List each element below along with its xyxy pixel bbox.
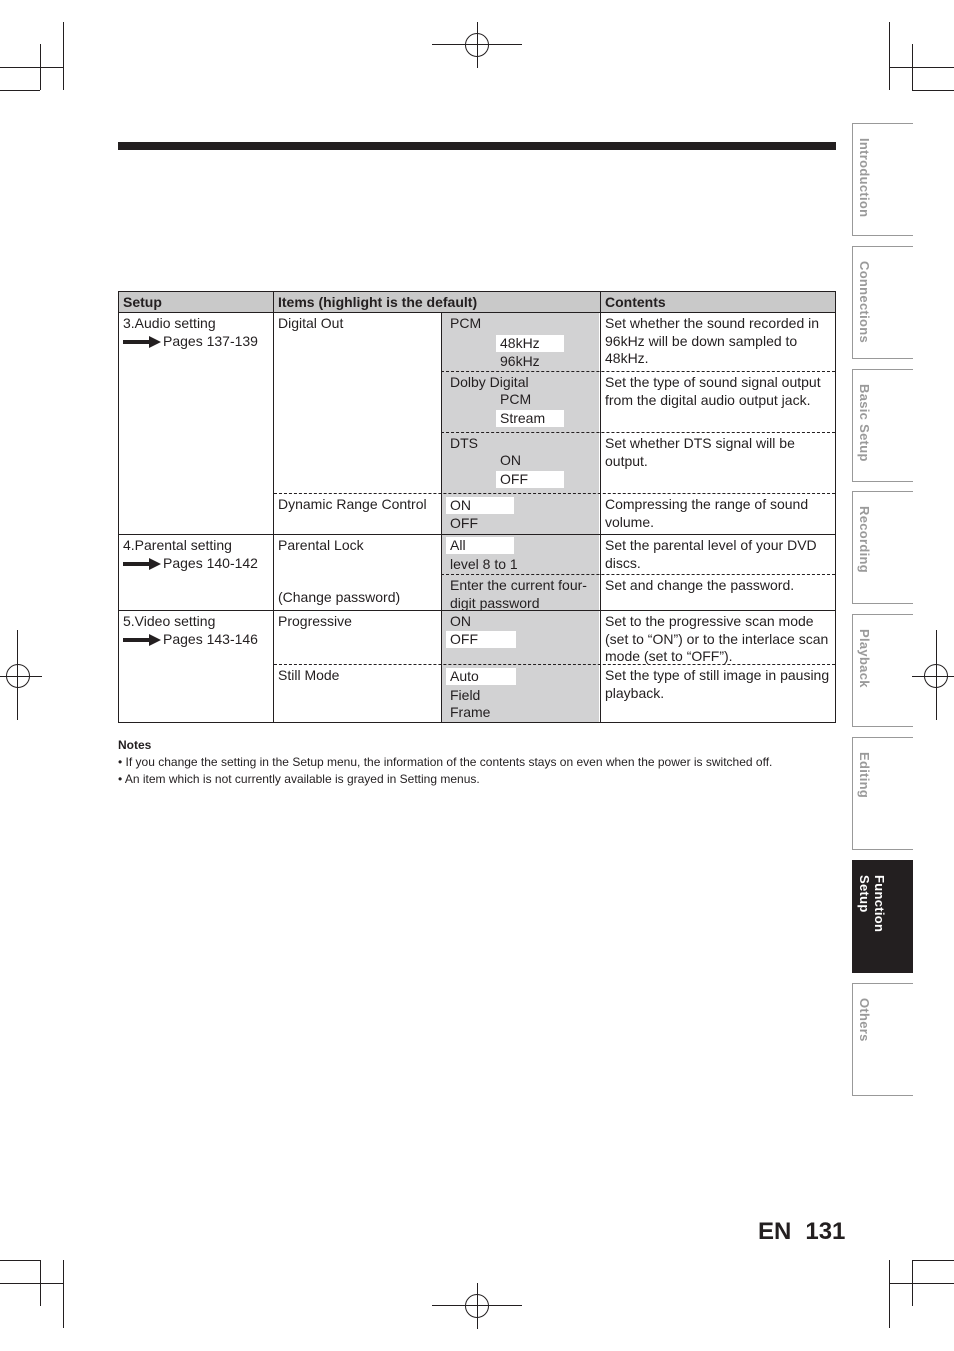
arrow-right-icon xyxy=(123,557,161,571)
setup-table xyxy=(118,291,836,723)
notes-section xyxy=(118,737,838,788)
page-num: 131 xyxy=(805,1218,846,1245)
dolby-label: Dolby Digital xyxy=(450,374,529,390)
drc-option-on: ON xyxy=(446,497,514,514)
arrow-right-icon xyxy=(123,335,161,349)
digital-out-label: Digital Out xyxy=(278,315,344,331)
tab-others[interactable]: Others xyxy=(852,983,913,1096)
dts-label: DTS xyxy=(450,435,478,451)
dolby-option-pcm: PCM xyxy=(500,391,532,407)
video-pages-ref xyxy=(123,631,269,649)
arrow-right-icon xyxy=(123,633,161,647)
progressive-option-off: OFF xyxy=(446,631,516,648)
progressive-label: Progressive xyxy=(278,613,352,629)
still-option-auto: Auto xyxy=(446,668,516,685)
tab-editing[interactable]: Editing xyxy=(852,737,913,850)
tab-basic-setup[interactable]: Basic Setup xyxy=(852,369,913,482)
dts-option-on: ON xyxy=(500,452,521,468)
drc-contents: Compressing the range of sound volume. xyxy=(605,496,809,530)
pcm-label: PCM xyxy=(450,315,482,331)
header-rule xyxy=(118,142,836,150)
audio-pages: Pages 137-139 xyxy=(163,332,258,349)
header-contents: Contents xyxy=(601,292,835,313)
dts-option-off: OFF xyxy=(496,471,564,488)
parental-setting-cell xyxy=(119,535,273,572)
tab-playback[interactable]: Playback xyxy=(852,614,913,727)
notes-title: Notes xyxy=(118,738,152,752)
still-mode-label: Still Mode xyxy=(278,667,340,683)
dolby-contents: Set the type of sound signal output from the digital audio output jack. xyxy=(605,374,821,408)
progressive-option-on: ON xyxy=(450,613,471,629)
still-option-field: Field xyxy=(450,687,481,703)
video-setting-cell xyxy=(119,611,273,648)
page-number xyxy=(758,1218,845,1246)
parental-lock-contents: Set the parental level of your DVD discs. xyxy=(605,537,817,571)
dolby-option-stream: Stream xyxy=(496,410,564,427)
parental-option-all: All xyxy=(446,537,514,554)
tab-connections[interactable]: Connections xyxy=(852,246,913,359)
pcm-option-48khz: 48kHz xyxy=(496,335,564,352)
video-pages: Pages 143-146 xyxy=(163,630,258,647)
note-item: • An item which is not currently available is grayed in Setting menus. xyxy=(118,772,480,786)
password-contents: Set and change the password. xyxy=(605,577,795,593)
tab-recording[interactable]: Recording xyxy=(852,491,913,604)
parental-lock-label: Parental Lock xyxy=(278,537,364,553)
video-setting-label: 5.Video setting xyxy=(123,613,216,629)
audio-setting-cell xyxy=(119,313,273,350)
header-setup: Setup xyxy=(119,292,274,313)
page-lang: EN xyxy=(758,1218,792,1245)
pcm-option-96khz: 96kHz xyxy=(500,353,540,369)
tab-function-setup[interactable]: Function Setup xyxy=(852,860,913,973)
parental-pages-ref xyxy=(123,555,269,573)
dts-contents: Set whether DTS signal will be output. xyxy=(605,435,795,469)
header-items: Items (highlight is the default) xyxy=(274,292,601,313)
drc-label: Dynamic Range Control xyxy=(278,496,427,512)
progressive-contents: Set to the progressive scan mode (set to “ON”) or to the interlace scan mode (set to “OFF”). xyxy=(605,613,829,664)
pcm-contents: Set whether the sound recorded in 96kHz will be down sampled to 48kHz. xyxy=(605,315,820,366)
note-item: • If you change the setting in the Setup menu, the information of the contents stays on even when the power is switched off. xyxy=(118,755,773,769)
audio-setting-label: 3.Audio setting xyxy=(123,315,216,331)
parental-pages: Pages 140-142 xyxy=(163,554,258,571)
change-password-label: (Change password) xyxy=(278,589,401,605)
still-option-frame: Frame xyxy=(450,704,491,720)
drc-option-off: OFF xyxy=(450,515,478,531)
parental-option-level: level 8 to 1 xyxy=(450,556,518,572)
still-mode-contents: Set the type of still image in pausing playback. xyxy=(605,667,830,701)
password-item: Enter the current four-digit password xyxy=(450,577,587,611)
parental-setting-label: 4.Parental setting xyxy=(123,537,232,553)
tab-introduction[interactable]: Introduction xyxy=(852,123,913,236)
audio-pages-ref xyxy=(123,333,269,351)
